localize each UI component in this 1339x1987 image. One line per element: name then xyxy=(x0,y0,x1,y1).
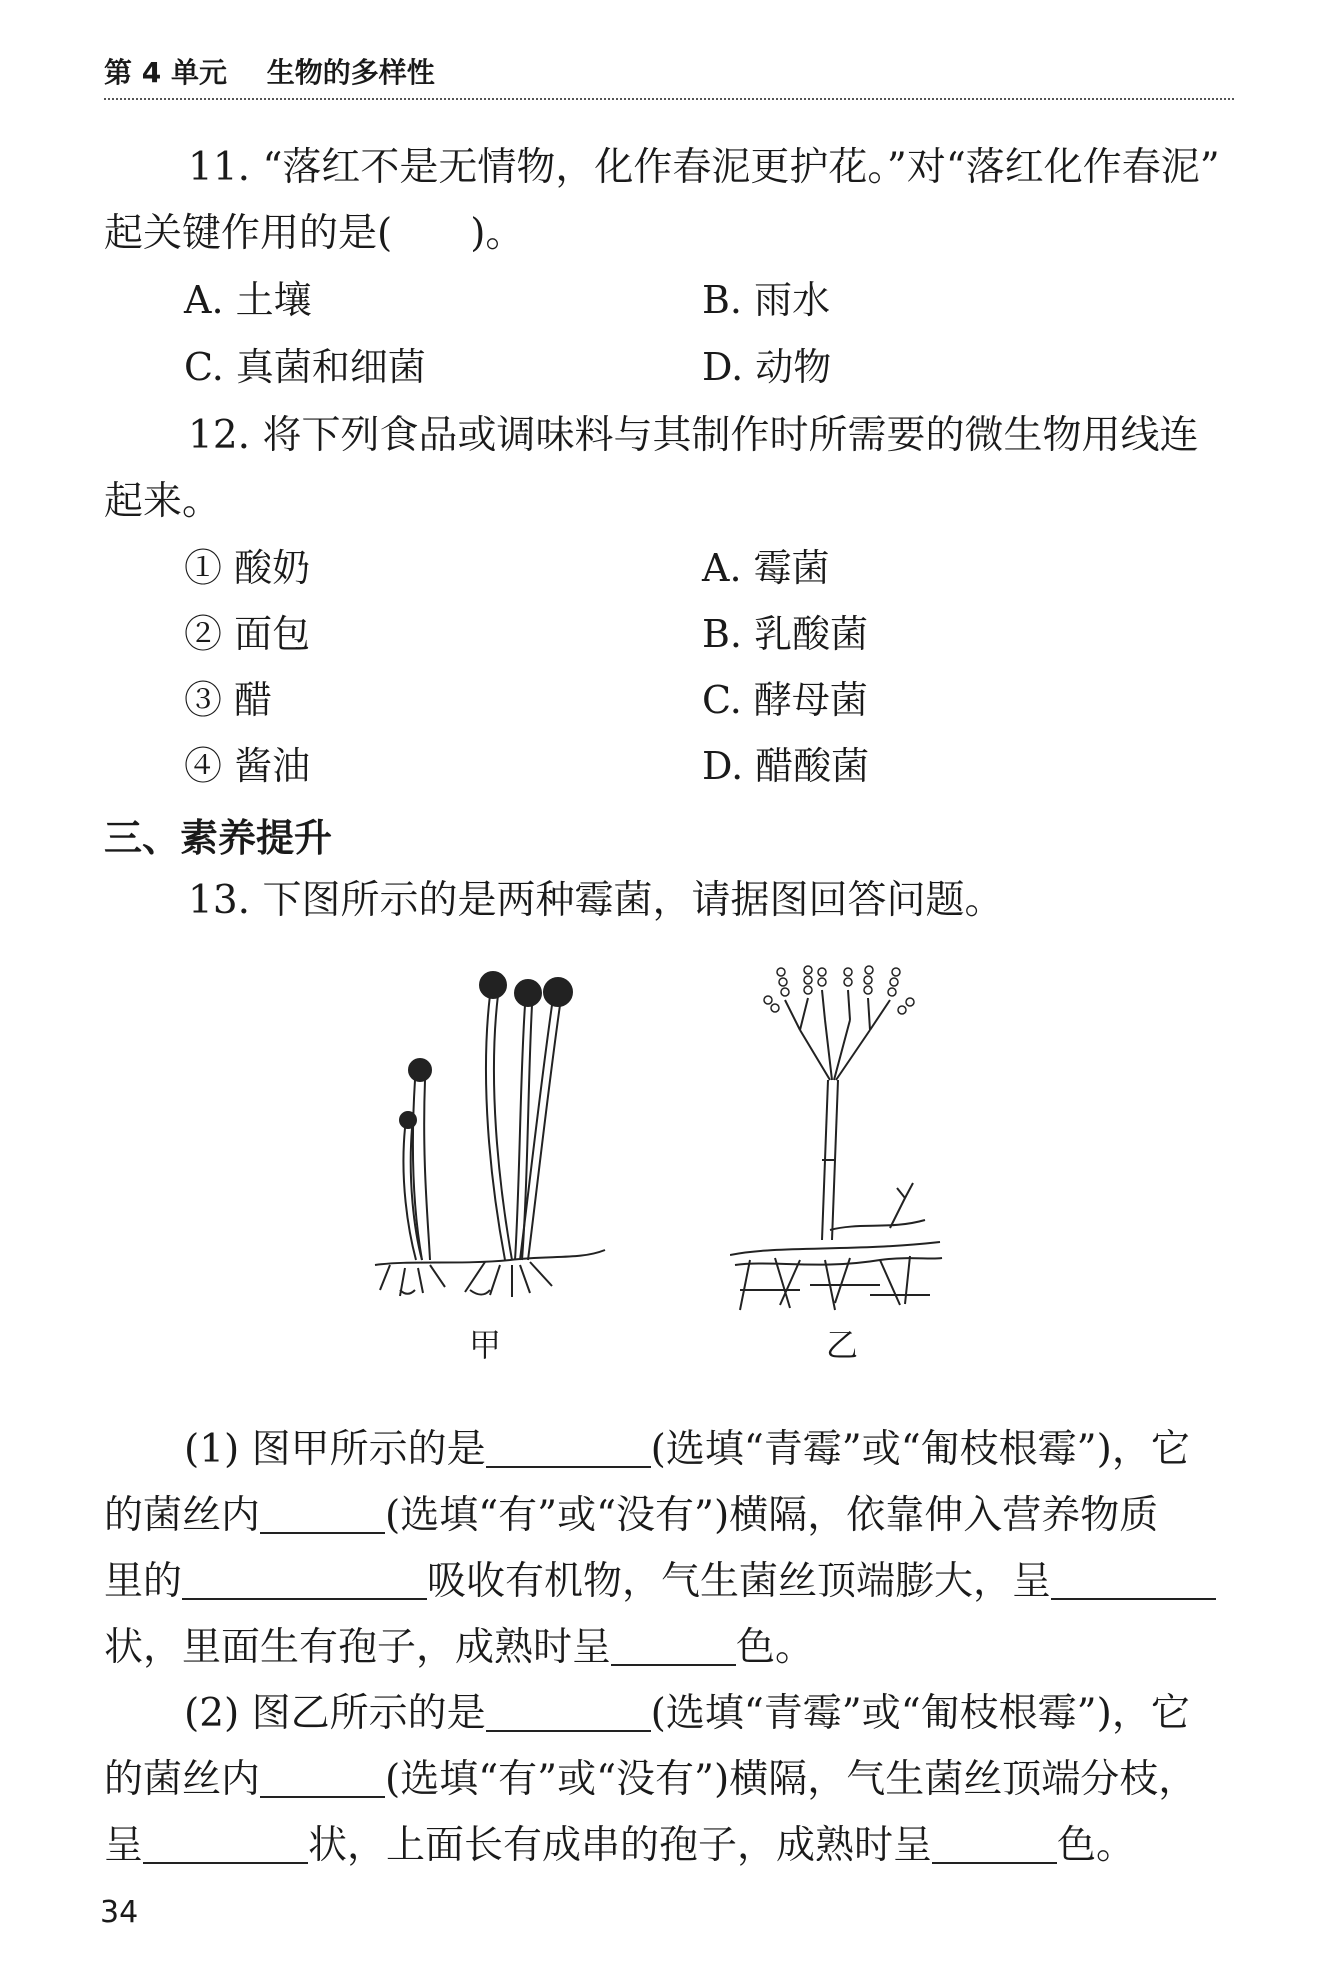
answer-blank[interactable] xyxy=(143,1826,308,1864)
figure-jia-illustration xyxy=(370,960,610,1315)
text-segment: 的菌丝内 xyxy=(104,1757,261,1802)
answer-blank[interactable] xyxy=(611,1628,736,1666)
text-segment: (选填“青霉”或“匍枝根霉”)，它 xyxy=(650,1691,1190,1736)
page-header xyxy=(104,50,1234,100)
text-segment: 吸收有机物，气生菌丝顶端膨大，呈 xyxy=(427,1559,1052,1604)
item-label: ③ xyxy=(184,678,223,722)
q13-p1-line3 xyxy=(104,1549,1216,1615)
text-segment: (2) 图乙所示的是 xyxy=(184,1691,486,1736)
item-label: ② xyxy=(184,612,223,656)
item-text: 乳酸菌 xyxy=(754,612,869,656)
item-label: B. xyxy=(702,612,743,656)
q12-right-b xyxy=(702,604,868,664)
figure-jia-caption: 甲 xyxy=(469,1326,502,1364)
q11-option-c xyxy=(184,337,426,397)
q11-line1 xyxy=(104,135,1220,201)
q11-option-b xyxy=(702,270,830,330)
q11-line2: 起关键作用的是( )。 xyxy=(104,211,525,256)
answer-blank[interactable] xyxy=(932,1826,1057,1864)
q13-text: 下图所示的是两种霉菌，请据图回答问题。 xyxy=(262,878,1004,923)
page-number: 34 xyxy=(100,1895,139,1930)
q11-option-a xyxy=(184,270,312,330)
text-segment: 色。 xyxy=(736,1625,815,1670)
answer-blank[interactable] xyxy=(486,1694,651,1732)
text-segment: 呈 xyxy=(104,1823,144,1868)
q13-p2-line1 xyxy=(184,1681,1190,1747)
text-segment: 状，里面生有孢子，成熟时呈 xyxy=(104,1625,612,1670)
text-segment: (选填“有”或“没有”)横隔，气生菌丝顶端分枝， xyxy=(385,1757,1198,1802)
answer-blank[interactable] xyxy=(182,1562,427,1600)
text-segment: 状，上面长有成串的孢子，成熟时呈 xyxy=(308,1823,933,1868)
q11-number: 11. xyxy=(188,145,251,190)
item-text: 醋酸菌 xyxy=(755,744,870,788)
item-label: C. xyxy=(702,678,742,722)
text-segment: 的菌丝内 xyxy=(104,1493,261,1538)
text-segment: 里的 xyxy=(104,1559,183,1604)
item-text: 面包 xyxy=(234,612,311,656)
q13-p1-line2 xyxy=(104,1483,1158,1549)
item-text: 酸奶 xyxy=(234,546,311,590)
item-label: A. xyxy=(702,546,742,590)
q12-left-1 xyxy=(184,538,310,598)
q13-p1-line1 xyxy=(184,1417,1190,1483)
q13-p1-line4 xyxy=(104,1615,814,1681)
option-label: B. xyxy=(702,278,743,322)
q12-left-4 xyxy=(184,736,310,796)
text-segment: 色。 xyxy=(1057,1823,1136,1868)
text-segment: (选填“青霉”或“匍枝根霉”)，它 xyxy=(650,1427,1190,1472)
item-label: D. xyxy=(702,744,744,788)
q12-right-d xyxy=(702,736,869,796)
q11-text-1: “落红不是无情物，化作春泥更护花。”对“落红化作春泥” xyxy=(262,145,1220,190)
q12-right-a xyxy=(702,538,830,598)
option-label: D. xyxy=(702,345,744,389)
item-label: ④ xyxy=(184,744,223,788)
unit-title: 生物的多样性 xyxy=(266,56,435,89)
option-label: A. xyxy=(184,278,224,322)
q13-p2-line3 xyxy=(104,1813,1135,1879)
q12-line1 xyxy=(104,403,1198,469)
q12-right-c xyxy=(702,670,868,730)
item-text: 霉菌 xyxy=(753,546,830,590)
option-text: 动物 xyxy=(755,345,832,389)
text-segment: (选填“有”或“没有”)横隔，依靠伸入营养物质 xyxy=(385,1493,1159,1538)
q13-p2-line2 xyxy=(104,1747,1197,1813)
item-text: 醋 xyxy=(234,678,273,722)
section-heading: 三、素养提升 xyxy=(104,816,333,860)
answer-blank[interactable] xyxy=(1051,1562,1216,1600)
q12-text-1: 将下列食品或调味料与其制作时所需要的微生物用线连 xyxy=(262,413,1199,458)
answer-blank[interactable] xyxy=(260,1496,385,1534)
option-text: 雨水 xyxy=(754,278,831,322)
q11-option-d xyxy=(702,337,831,397)
q13-line1 xyxy=(104,868,1003,934)
item-text: 酱油 xyxy=(234,744,311,788)
unit-label: 第 4 单元 xyxy=(104,56,227,89)
answer-blank[interactable] xyxy=(260,1760,385,1798)
q12-left-3 xyxy=(184,670,272,730)
option-label: C. xyxy=(184,345,224,389)
item-text: 酵母菌 xyxy=(753,678,868,722)
figure-yi-caption: 乙 xyxy=(826,1326,859,1364)
figure-yi-illustration xyxy=(730,960,945,1315)
text-segment: (1) 图甲所示的是 xyxy=(184,1427,486,1472)
q12-line2: 起来。 xyxy=(104,479,222,524)
option-text: 真菌和细菌 xyxy=(235,345,426,389)
q12-left-2 xyxy=(184,604,310,664)
option-text: 土壤 xyxy=(235,278,312,322)
q12-number: 12. xyxy=(188,413,251,458)
answer-blank[interactable] xyxy=(486,1430,651,1468)
item-label: ① xyxy=(184,546,223,590)
q13-number: 13. xyxy=(188,878,251,923)
